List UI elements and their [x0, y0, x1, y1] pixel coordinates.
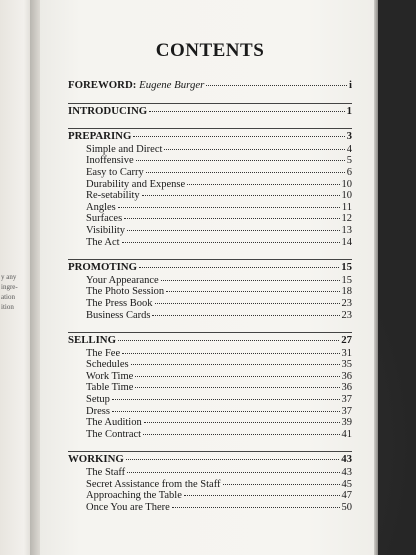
left-page-fragment: y any [1, 273, 17, 281]
toc-heading-label: PROMOTING [68, 261, 137, 274]
toc-entry [68, 179, 352, 191]
toc-entry-label: Setup [86, 394, 110, 406]
toc-page-number: 14 [341, 236, 352, 248]
toc-page-number: 31 [341, 347, 352, 359]
toc-page-number: 12 [341, 213, 352, 225]
dot-leader [118, 340, 339, 341]
left-page-fragment: ingre- [1, 283, 18, 291]
toc-page-number: 23 [341, 297, 352, 309]
toc-page-number: 5 [346, 155, 352, 167]
left-page [0, 0, 34, 555]
dot-leader [127, 472, 339, 473]
toc-entry [68, 202, 352, 214]
toc-section-introducing [68, 103, 352, 118]
toc-entry-label: Table Time [86, 382, 134, 394]
dot-leader [184, 495, 340, 496]
toc-heading-label: SELLING [68, 334, 117, 347]
toc-section-working [68, 451, 352, 513]
toc-page-number: 4 [346, 143, 352, 155]
toc-entry-label: The Photo Session [86, 286, 165, 298]
toc-page-number: 35 [341, 359, 352, 371]
toc-heading-label: WORKING [68, 453, 124, 466]
dot-leader [187, 184, 339, 185]
toc-entry [68, 275, 352, 287]
toc-page-number: 43 [341, 453, 352, 466]
toc-entry-label: Surfaces [86, 213, 123, 225]
dot-leader [143, 434, 339, 435]
toc-heading-label: INTRODUCING [68, 104, 148, 117]
dot-leader [166, 291, 339, 292]
dot-leader [206, 85, 347, 86]
toc-entry-label: The Press Book [86, 297, 153, 309]
toc-entry-label: The Audition [86, 417, 142, 429]
toc-heading-text: FOREWORD: [68, 79, 137, 91]
toc-entry [68, 237, 352, 249]
toc-heading [68, 78, 352, 92]
toc-entry [68, 371, 352, 383]
toc-page-number: 10 [341, 178, 352, 190]
page-title: CONTENTS [155, 40, 265, 61]
toc-entry [68, 225, 352, 237]
toc-entry [68, 348, 352, 360]
left-page-text-fragments [1, 272, 33, 312]
toc-section-preparing [68, 128, 352, 248]
toc-entry-label: The Fee [86, 347, 121, 359]
toc-entry [68, 144, 352, 156]
toc-page-number: 10 [341, 190, 352, 202]
toc-page-number: 43 [341, 467, 352, 479]
toc-entry-label: Your Appearance [86, 274, 159, 286]
dot-leader [155, 303, 340, 304]
toc-entry-label: The Contract [86, 428, 142, 440]
toc-entry-label: Business Cards [86, 309, 151, 321]
left-page-fragment: ition [1, 303, 14, 311]
dot-leader [135, 387, 339, 388]
toc-section-foreword [68, 78, 352, 92]
toc-section-selling [68, 332, 352, 440]
page-edge [374, 0, 378, 555]
dot-leader [144, 422, 340, 423]
dot-leader [136, 160, 345, 161]
toc-page-number: 37 [341, 394, 352, 406]
toc-entry-label: Schedules [86, 359, 129, 371]
toc-page-number: 1 [346, 104, 352, 117]
toc-heading [68, 103, 352, 118]
toc-entry [68, 394, 352, 406]
toc-heading-label: PREPARING [68, 130, 132, 143]
toc-entry [68, 155, 352, 167]
dot-leader [126, 459, 339, 460]
toc-heading-label [68, 80, 204, 92]
dot-leader [223, 484, 340, 485]
dot-leader [118, 207, 340, 208]
toc-page-number: 27 [341, 334, 352, 347]
toc-entry-label: The Act [86, 236, 120, 248]
toc-page-number: 36 [341, 382, 352, 394]
toc-entry [68, 382, 352, 394]
dot-leader [161, 280, 340, 281]
toc-heading [68, 451, 352, 466]
toc-page-number: 37 [341, 405, 352, 417]
toc-entry-label: The Staff [86, 467, 126, 479]
toc-page-number: 23 [341, 309, 352, 321]
toc-page-number: 13 [341, 224, 352, 236]
dot-leader [122, 353, 339, 354]
toc-entry-label: Angles [86, 201, 116, 213]
dot-leader [112, 411, 340, 412]
toc-entry [68, 190, 352, 202]
dot-leader [139, 267, 339, 268]
toc-page-number: 36 [341, 370, 352, 382]
toc-page-number: 41 [341, 428, 352, 440]
toc-entry [68, 502, 352, 514]
toc-entry-label: Durability and Expense [86, 178, 186, 190]
toc-entry [68, 359, 352, 371]
toc-page-number: 11 [341, 201, 352, 213]
toc-entry-label: Inoffensive [86, 155, 134, 167]
toc-entry [68, 298, 352, 310]
toc-page-number: 6 [346, 166, 352, 178]
toc-entry-label: Dress [86, 405, 110, 417]
dot-leader [127, 230, 339, 231]
dot-leader [133, 136, 344, 137]
toc-page-number: 45 [341, 478, 352, 490]
toc-page-number: i [349, 79, 352, 91]
toc-entry-label: Work Time [86, 370, 134, 382]
toc-entry-label: Visibility [86, 224, 126, 236]
dot-leader [152, 315, 339, 316]
dot-leader [172, 507, 340, 508]
dot-leader [122, 242, 340, 243]
dot-leader [131, 364, 340, 365]
dot-leader [142, 195, 340, 196]
toc-page-number: 15 [341, 274, 352, 286]
toc-page-number: 50 [341, 501, 352, 513]
toc-entry [68, 490, 352, 502]
dot-leader [149, 111, 344, 112]
toc-heading-byline: Eugene Burger [139, 79, 205, 91]
toc-page-number: 47 [341, 490, 352, 502]
dot-leader [146, 172, 345, 173]
toc-entry [68, 417, 352, 429]
toc-section-promoting [68, 259, 352, 321]
toc-entry-label: Once You are There [86, 501, 170, 513]
toc-entry [68, 467, 352, 479]
toc-entry-label: Easy to Carry [86, 166, 144, 178]
toc-entry-label: Approaching the Table [86, 490, 182, 502]
toc-entry [68, 310, 352, 322]
toc-entry [68, 213, 352, 225]
toc-entry-label: Re-setability [86, 190, 140, 202]
dot-leader [124, 218, 339, 219]
toc-entry [68, 167, 352, 179]
toc-heading [68, 259, 352, 274]
left-page-fragment: ation [1, 293, 15, 301]
dot-leader [164, 149, 344, 150]
toc-page-number: 15 [341, 261, 352, 274]
toc-entry [68, 429, 352, 441]
toc-entry-label: Simple and Direct [86, 143, 163, 155]
toc-page-number: 39 [341, 417, 352, 429]
toc-heading [68, 332, 352, 347]
contents-page [40, 0, 374, 555]
toc-entry-label: Secret Assistance from the Staff [86, 478, 221, 490]
toc-page-number: 18 [341, 286, 352, 298]
toc-page-number: 3 [346, 130, 352, 143]
toc-entry [68, 406, 352, 418]
dot-leader [135, 376, 339, 377]
dot-leader [112, 399, 340, 400]
toc-entry [68, 286, 352, 298]
toc-heading [68, 128, 352, 143]
toc-entry [68, 479, 352, 491]
